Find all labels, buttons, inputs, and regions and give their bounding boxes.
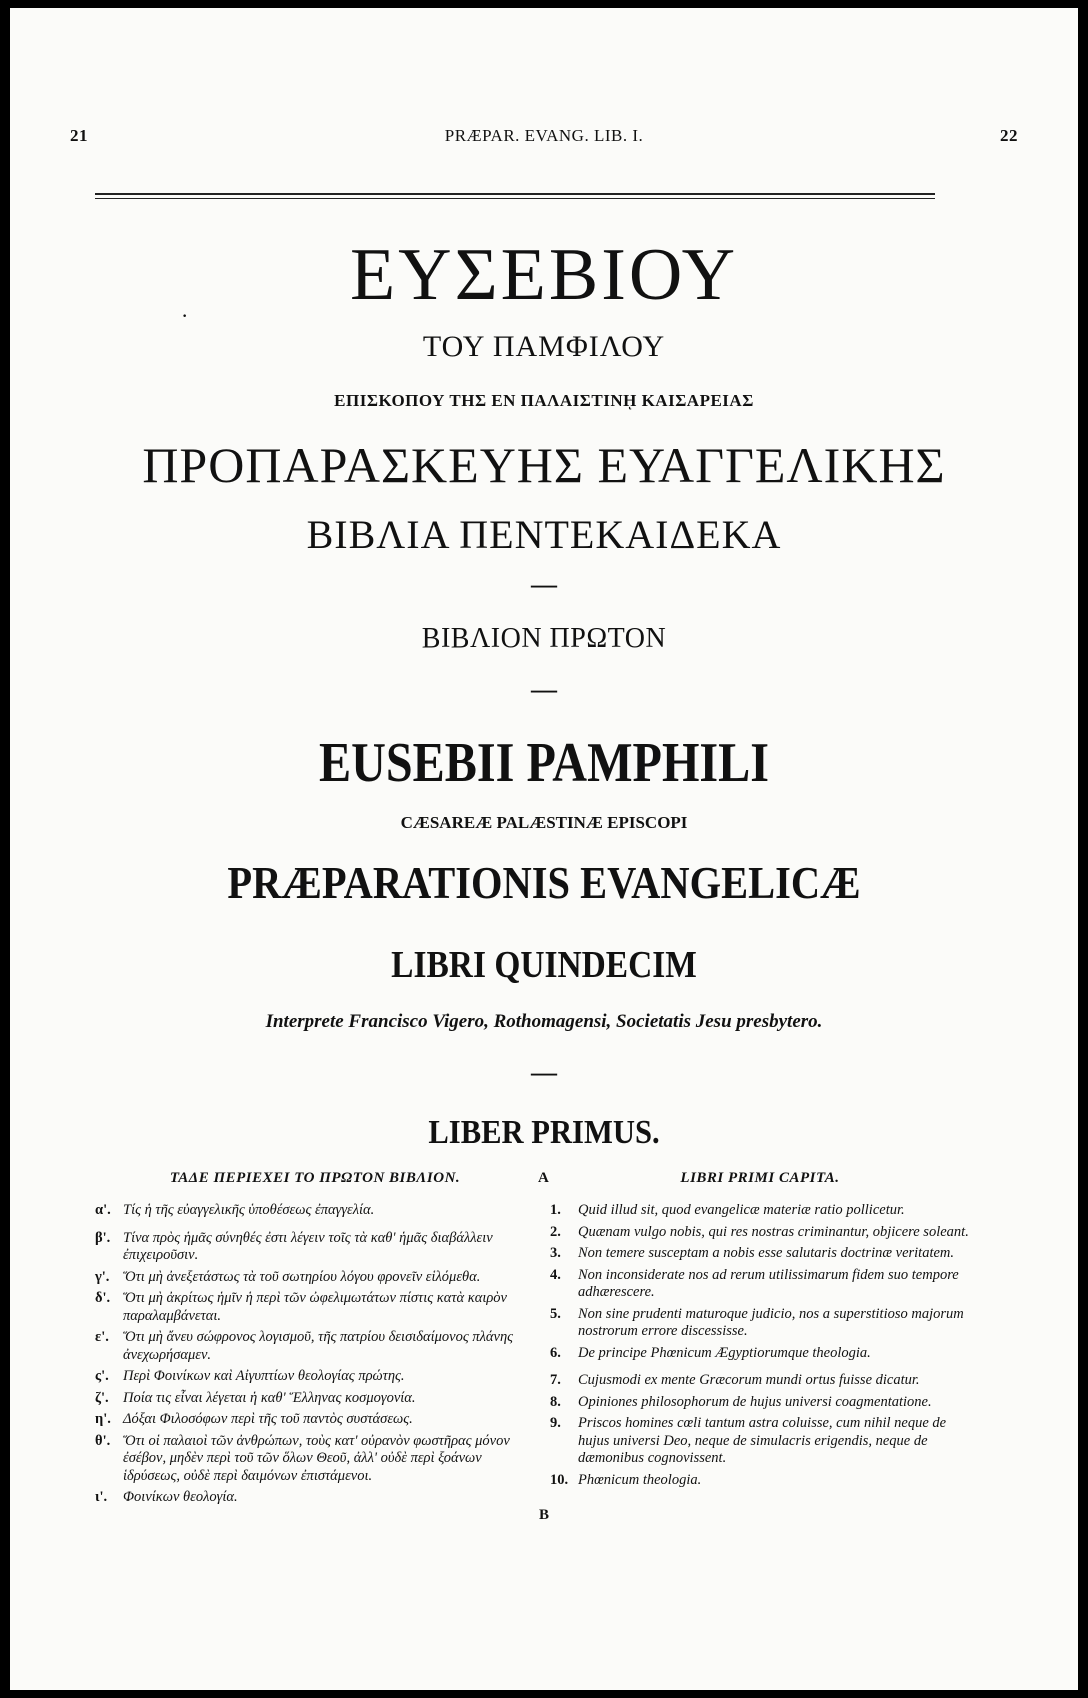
item-number: 9.: [550, 1415, 561, 1431]
latin-author-title: EUSEBII PAMPHILI: [318, 732, 770, 794]
chapter-entry: Τίνα πρὸς ἡμᾶς σύνηθές ἐστι λέγειν τοῖς τὰ καθ' ἡμᾶς διαβάλλειν ἐπιχειροῦσιν.: [123, 1229, 493, 1263]
chapter-entry: Ποία τις εἶναι λέγεται ἡ καθ' Ἕλληνας κοσμογονία.: [123, 1389, 416, 1406]
running-title: PRÆPAR. EVANG. LIB. I.: [444, 126, 644, 145]
chapter-entry: Τίς ἡ τῆς εὐαγγελικῆς ὑποθέσεως ἐπαγγελία.: [123, 1202, 375, 1218]
chapter-entry: De principe Phœnicum Ægyptiorumque theologia.: [578, 1344, 871, 1361]
item-number: ς'.: [95, 1368, 109, 1384]
chapter-entry: Priscos homines cœli tantum astra coluisse, cum nihil neque de hujus universi Deo, neque de simulacris erigendis, neque de dæmonibus cognovissent.: [578, 1415, 947, 1466]
chapter-entry: Ὅτι μὴ ἀνεξετάστως τὰ τοῦ σωτηρίου λόγου φρονεῖν εἱλόμεθα.: [123, 1268, 481, 1285]
greek-book-one: ΒΙΒΛΙΟΝ ΠΡΩΤΟΝ: [421, 623, 667, 654]
latin-contents-column: [550, 1170, 970, 1493]
item-number: 4.: [550, 1266, 561, 1283]
chapter-entry: Non sine prudenti maturoque judicio, nos a superstitioso majorum nostrorum errore discessisse.: [578, 1305, 964, 1339]
running-head: [70, 126, 1018, 152]
item-number: 7.: [550, 1372, 561, 1388]
chapter-entry: Περὶ Φοινίκων καὶ Αἰγυπτίων θεολογίας πρώτης.: [123, 1368, 405, 1384]
item-number: η'.: [95, 1411, 111, 1427]
chapter-entry: Δόξαι Φιλοσόφων περὶ τῆς τοῦ παντὸς συστάσεως.: [123, 1411, 413, 1427]
chapter-entry: Quid illud sit, quod evangelicæ materiæ ratio pollicetur.: [578, 1202, 905, 1218]
divider-dash: —: [531, 1058, 557, 1087]
chapter-entry: Cujusmodi ex mente Græcorum mundi ortus fuisse dicatur.: [578, 1372, 920, 1388]
header-rule: [95, 193, 935, 199]
item-number: θ'.: [95, 1432, 111, 1449]
item-number: 5.: [550, 1305, 561, 1322]
item-number: 6.: [550, 1344, 561, 1361]
chapter-entry: Ὅτι οἱ παλαιοὶ τῶν ἀνθρώπων, τοὺς κατ' οὐρανὸν φωστῆρας μόνον ἐσέβον, μηδὲν περὶ τοῦ τῶν ὅλων Θεοῦ, ἀλλ' οὐδὲ περὶ ξοάνων ἱδρύσεως, οὐδὲ περὶ δαιμόνων ἐπιστάμενοι.: [123, 1432, 510, 1484]
latin-bishop-line: CÆSAREÆ PALÆSTINÆ EPISCOPI: [400, 813, 688, 832]
chapter-entry: Φοινίκων θεολογία.: [123, 1489, 238, 1505]
ink-speck: ·: [182, 308, 188, 325]
interpreter-line: Interprete Francisco Vigero, Rothomagensi, Societatis Jesu presbytero.: [265, 1011, 823, 1032]
divider-dash: —: [531, 570, 557, 599]
greek-contents-column: [95, 1170, 535, 1511]
greek-bishop-line: ΕΠΙΣΚΟΠΟΥ ΤΗΣ ΕΝ ΠΑΛΑΙΣΤΙΝῌ ΚΑΙΣΑΡΕΙΑΣ: [334, 391, 754, 410]
item-number: ζ'.: [95, 1389, 109, 1406]
chapter-entry: Non inconsiderate nos ad rerum utilissimarum fidem suo tempore adhærescere.: [578, 1266, 959, 1300]
greek-patronym: ΤΟΥ ΠΑΜΦΙΛΟΥ: [422, 330, 666, 363]
right-page-number: 22: [1000, 126, 1018, 145]
latin-books-count: LIBRI QUINDECIM: [391, 944, 697, 986]
chapter-entry: Quænam vulgo nobis, qui res nostras criminantur, objicere soleant.: [578, 1223, 969, 1240]
item-number: ι'.: [95, 1489, 108, 1505]
item-number: δ'.: [95, 1290, 111, 1306]
chapter-entry: Phœnicum theologia.: [578, 1471, 702, 1488]
chapter-entry: Non temere susceptam a nobis esse salutaris doctrinæ veritatem.: [578, 1245, 955, 1261]
item-number: β'.: [95, 1229, 111, 1246]
item-number: 10.: [550, 1471, 569, 1488]
divider-dash: —: [531, 675, 557, 704]
book-page: [10, 8, 1078, 1690]
greek-contents-heading: ΤΑΔΕ ΠΕΡΙΕΧΕΙ ΤΟ ΠΡΩΤΟΝ ΒΙΒΛΙΟΝ.: [169, 1170, 461, 1186]
chapter-entry: Ὅτι μὴ ἄνευ σώφρονος λογισμοῦ, τῆς πατρίου δεισιδαίμονος πλάνης ἀνεχωρήσαμεν.: [123, 1329, 514, 1363]
item-number: γ'.: [95, 1268, 110, 1285]
latin-contents-heading: LIBRI PRIMI CAPITA.: [680, 1170, 840, 1186]
margin-marker-b: B: [539, 1507, 550, 1523]
margin-marker-a: A: [538, 1170, 549, 1186]
greek-books-count: ΒΙΒΛΙΑ ΠΕΝΤΕΚΑΙΔΕΚΑ: [306, 512, 782, 557]
item-number: ε'.: [95, 1329, 109, 1345]
left-page-number: 21: [70, 126, 88, 145]
chapter-entry: Ὅτι μὴ ἀκρίτως ἡμῖν ἡ περὶ τῶν ὠφελιμωτάτων πίστις κατὰ καιρὸν παραλαμβάνεται.: [123, 1290, 507, 1324]
liber-primus-heading: LIBER PRIMUS.: [428, 1114, 660, 1151]
greek-author-title: ΕΥΣΕΒΙΟΥ: [349, 234, 739, 316]
chapter-entry: Opiniones philosophorum de hujus universi coagmentatione.: [578, 1393, 932, 1410]
item-number: 3.: [550, 1245, 561, 1261]
item-number: 8.: [550, 1393, 561, 1410]
item-number: 1.: [550, 1202, 561, 1218]
item-number: 2.: [550, 1223, 561, 1240]
greek-work-title: ΠΡΟΠΑΡΑΣΚΕΥΗΣ ΕΥΑΓΓΕΛΙΚΗΣ: [142, 437, 946, 493]
item-number: α'.: [95, 1202, 111, 1218]
latin-work-title: PRÆPARATIONIS EVANGELICÆ: [227, 857, 861, 908]
